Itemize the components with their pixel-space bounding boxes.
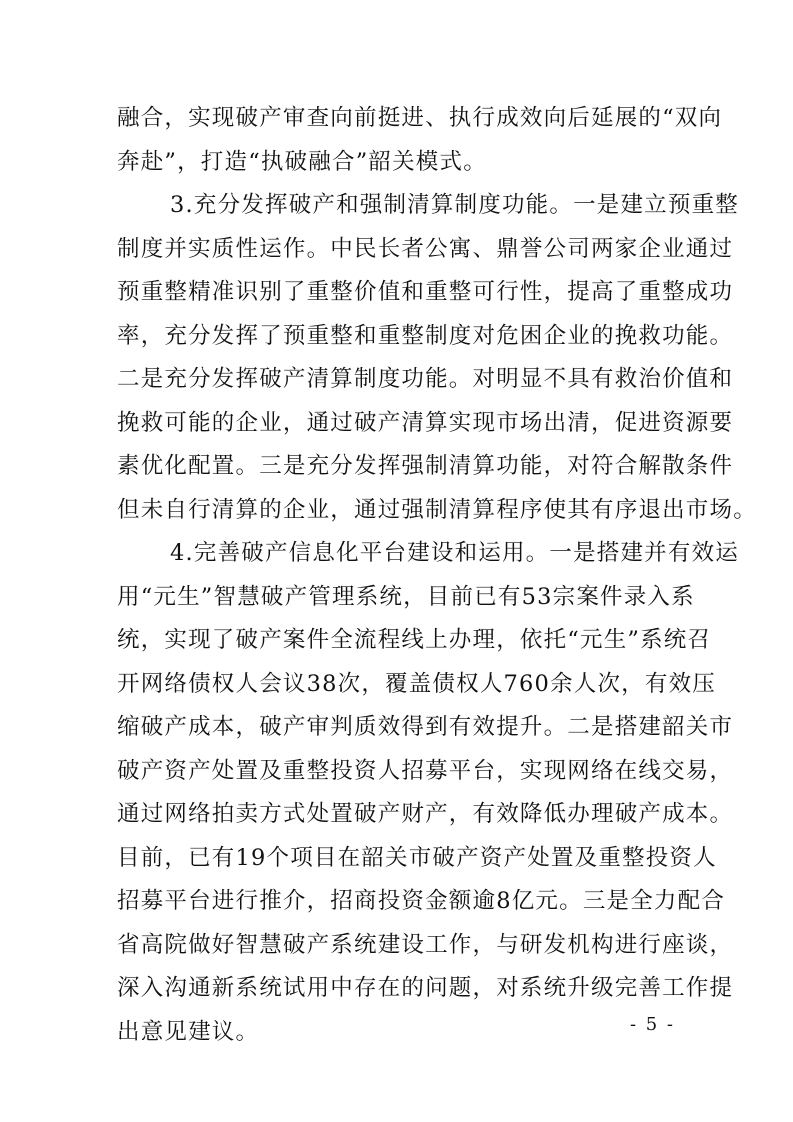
- text-line: 二是充分发挥破产清算制度功能。对明显不具有救治价值和: [117, 366, 734, 392]
- text-line: 制度并实质性运作。中民长者公寓、鼎誉公司两家企业通过: [117, 236, 734, 262]
- text-line: 融合，实现破产审查向前挺进、执行成效向后延展的“双向: [117, 105, 723, 131]
- page-number: - 5 -: [629, 1014, 675, 1035]
- text-line: 素优化配置。三是充分发挥强制清算功能，对符合解散条件: [117, 453, 734, 479]
- text-line: 开网络债权人会议38次，覆盖债权人760余人次，有效压: [117, 671, 716, 697]
- text-line: 用“元生”智慧破产管理系统，目前已有53宗案件录入系: [117, 584, 695, 610]
- text-line: 挽救可能的企业，通过破产清算实现市场出清，促进资源要: [117, 410, 734, 436]
- text-line: 招募平台进行推介，招商投资金额逾8亿元。三是全力配合: [117, 888, 726, 914]
- text-line: 出意见建议。: [117, 1019, 260, 1045]
- text-line: 通过网络拍卖方式处置破产财产，有效降低办理破产成本。: [117, 801, 734, 827]
- section-3-heading-line: 3.充分发挥破产和强制清算制度功能。一是建立预重整: [170, 192, 739, 218]
- section-4-heading-line: 4.完善破产信息化平台建设和运用。一是搭建并有效运: [170, 540, 739, 566]
- text-line: 统，实现了破产案件全流程线上办理，依托“元生”系统召: [117, 627, 712, 653]
- text-line: 省高院做好智慧破产系统建设工作，与研发机构进行座谈，: [117, 932, 734, 958]
- text-line: 率，充分发挥了预重整和重整制度对危困企业的挽救功能。: [117, 323, 734, 349]
- text-line: 目前，已有19个项目在韶关市破产资产处置及重整投资人: [117, 845, 717, 871]
- text-line: 预重整精准识别了重整价值和重整可行性，提高了重整成功: [117, 279, 734, 305]
- text-line: 深入沟通新系统试用中存在的问题，对系统升级完善工作提: [117, 975, 734, 1001]
- text-line: 缩破产成本，破产审判质效得到有效提升。二是搭建韶关市: [117, 714, 734, 740]
- text-line: 但未自行清算的企业，通过强制清算程序使其有序退出市场。: [117, 497, 757, 523]
- text-line: 破产资产处置及重整投资人招募平台，实现网络在线交易，: [117, 758, 734, 784]
- text-line: 奔赴”，打造“执破融合”韶关模式。: [117, 149, 487, 175]
